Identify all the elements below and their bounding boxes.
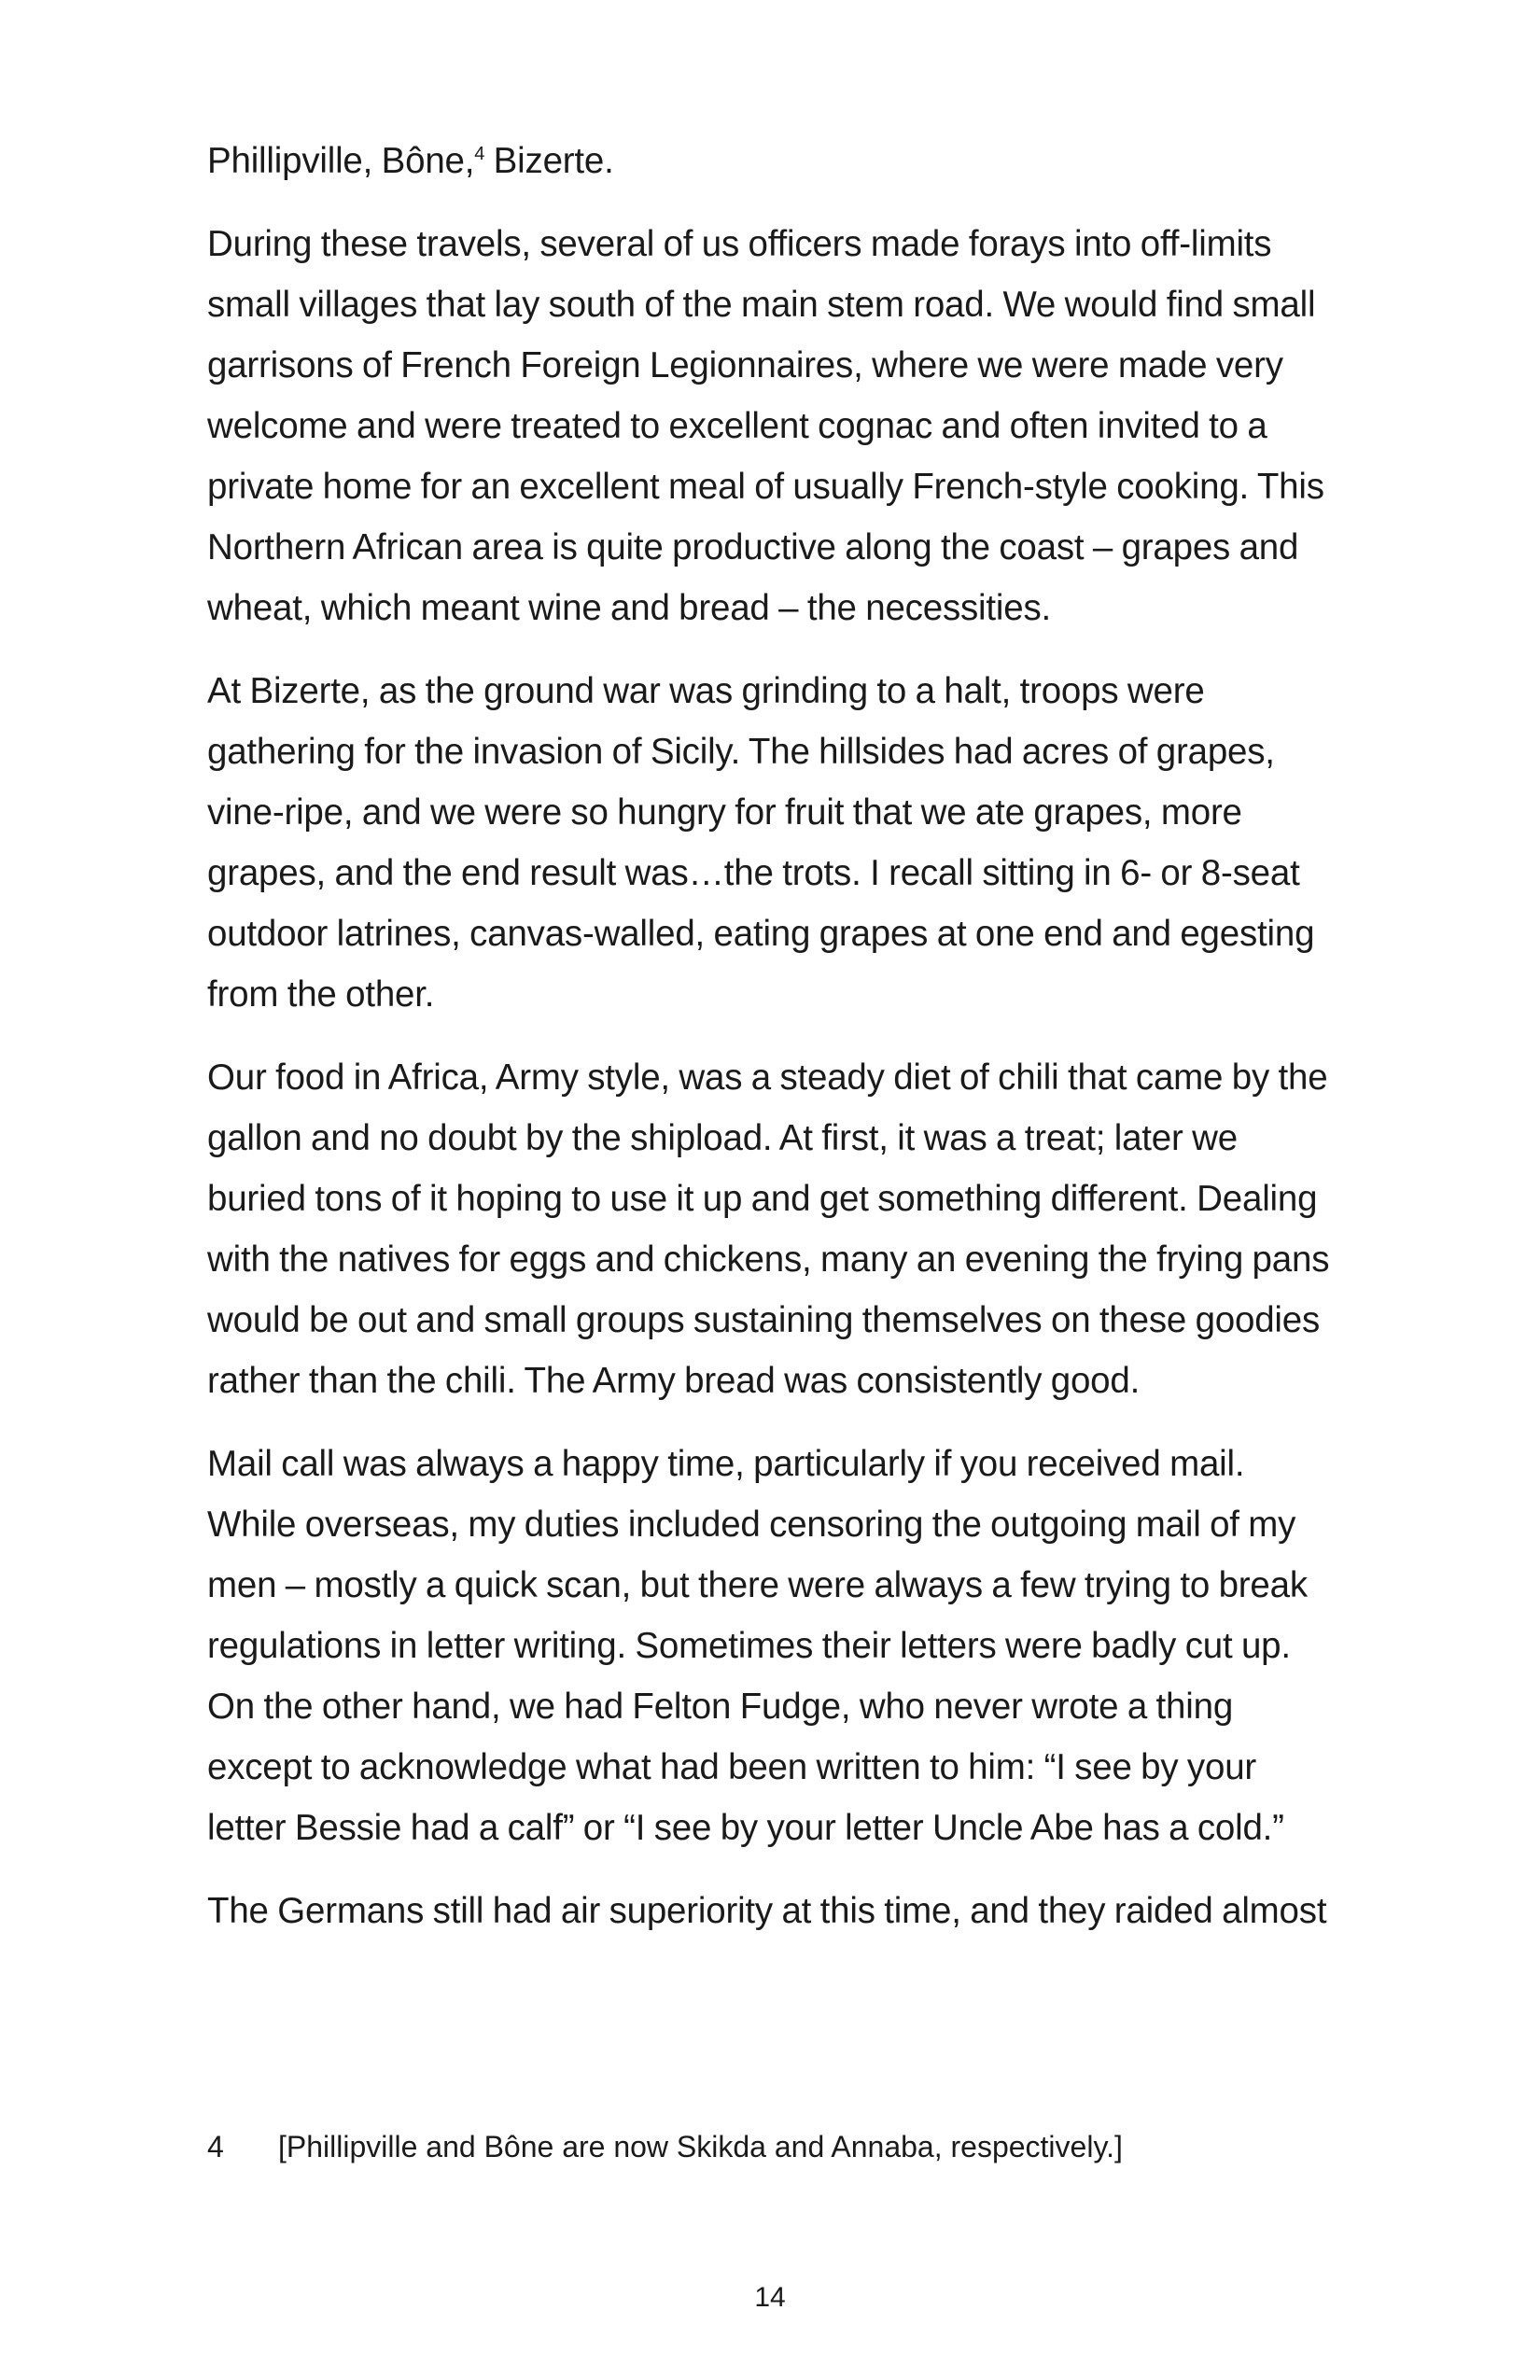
paragraph: Mail call was always a happy time, particularly if you received mail. While overseas, my duties included censoring the outgoing mail of my men – mostly a quick scan, but there were always a few trying to break regulations in letter writing. Sometimes their letters were badly cut up. On the other hand, we had Felton Fudge, who never wrote a thing except to acknowledge what had been written to him: “I see by your letter Bessie had a calf” or “I see by your letter Uncle Abe has a cold.”	[207, 1444, 1308, 1848]
paragraph: Our food in Africa, Army style, was a steady diet of chili that came by the gallon and no doubt by the shipload. At first, it was a treat; later we buried tons of it hoping to use it up and get something different. Dealing with the natives for eggs and chickens, many an evening the frying pans would be out and small groups sustaining themselves on these goodies rather than the chili. The Army bread was consistently good.	[207, 1057, 1330, 1401]
page-body	[207, 131, 1337, 1964]
page-number: 14	[754, 2282, 786, 2313]
footnote	[207, 2126, 1337, 2167]
continuation-text-end: Bizerte.	[484, 141, 614, 181]
paragraph: During these travels, several of us officers made forays into off-limits small villages that lay south of the main stem road. We would find small garrisons of French Foreign Legionnaires, where we were made very welcome and were treated to excellent cognac and often invited to a private home for an excellent meal of usually French-style cooking. This Northern African area is quite productive along the coast – grapes and wheat, which meant wine and bread – the necessities.	[207, 224, 1324, 628]
paragraph: At Bizerte, as the ground war was grinding to a halt, troops were gathering for the invasion of Sicily. The hillsides had acres of grapes, vine-ripe, and we were so hungry for fruit that we ate grapes, more grapes, and the end result was…the trots. I recall sitting in 6- or 8-seat outdoor latrines, canvas-walled, eating grapes at one end and egesting from the other.	[207, 671, 1315, 1015]
paragraph: The Germans still had air superiority at this time, and they raided almost	[207, 1891, 1327, 1931]
continuation-text: Phillipville, Bône,	[207, 141, 475, 181]
footnote-text: [Phillipville and Bône are now Skikda and Annaba, respectively.]	[278, 2130, 1123, 2163]
continuation-line	[207, 131, 1337, 191]
footnote-reference: 4	[474, 144, 485, 164]
footnote-number: 4	[207, 2130, 224, 2163]
